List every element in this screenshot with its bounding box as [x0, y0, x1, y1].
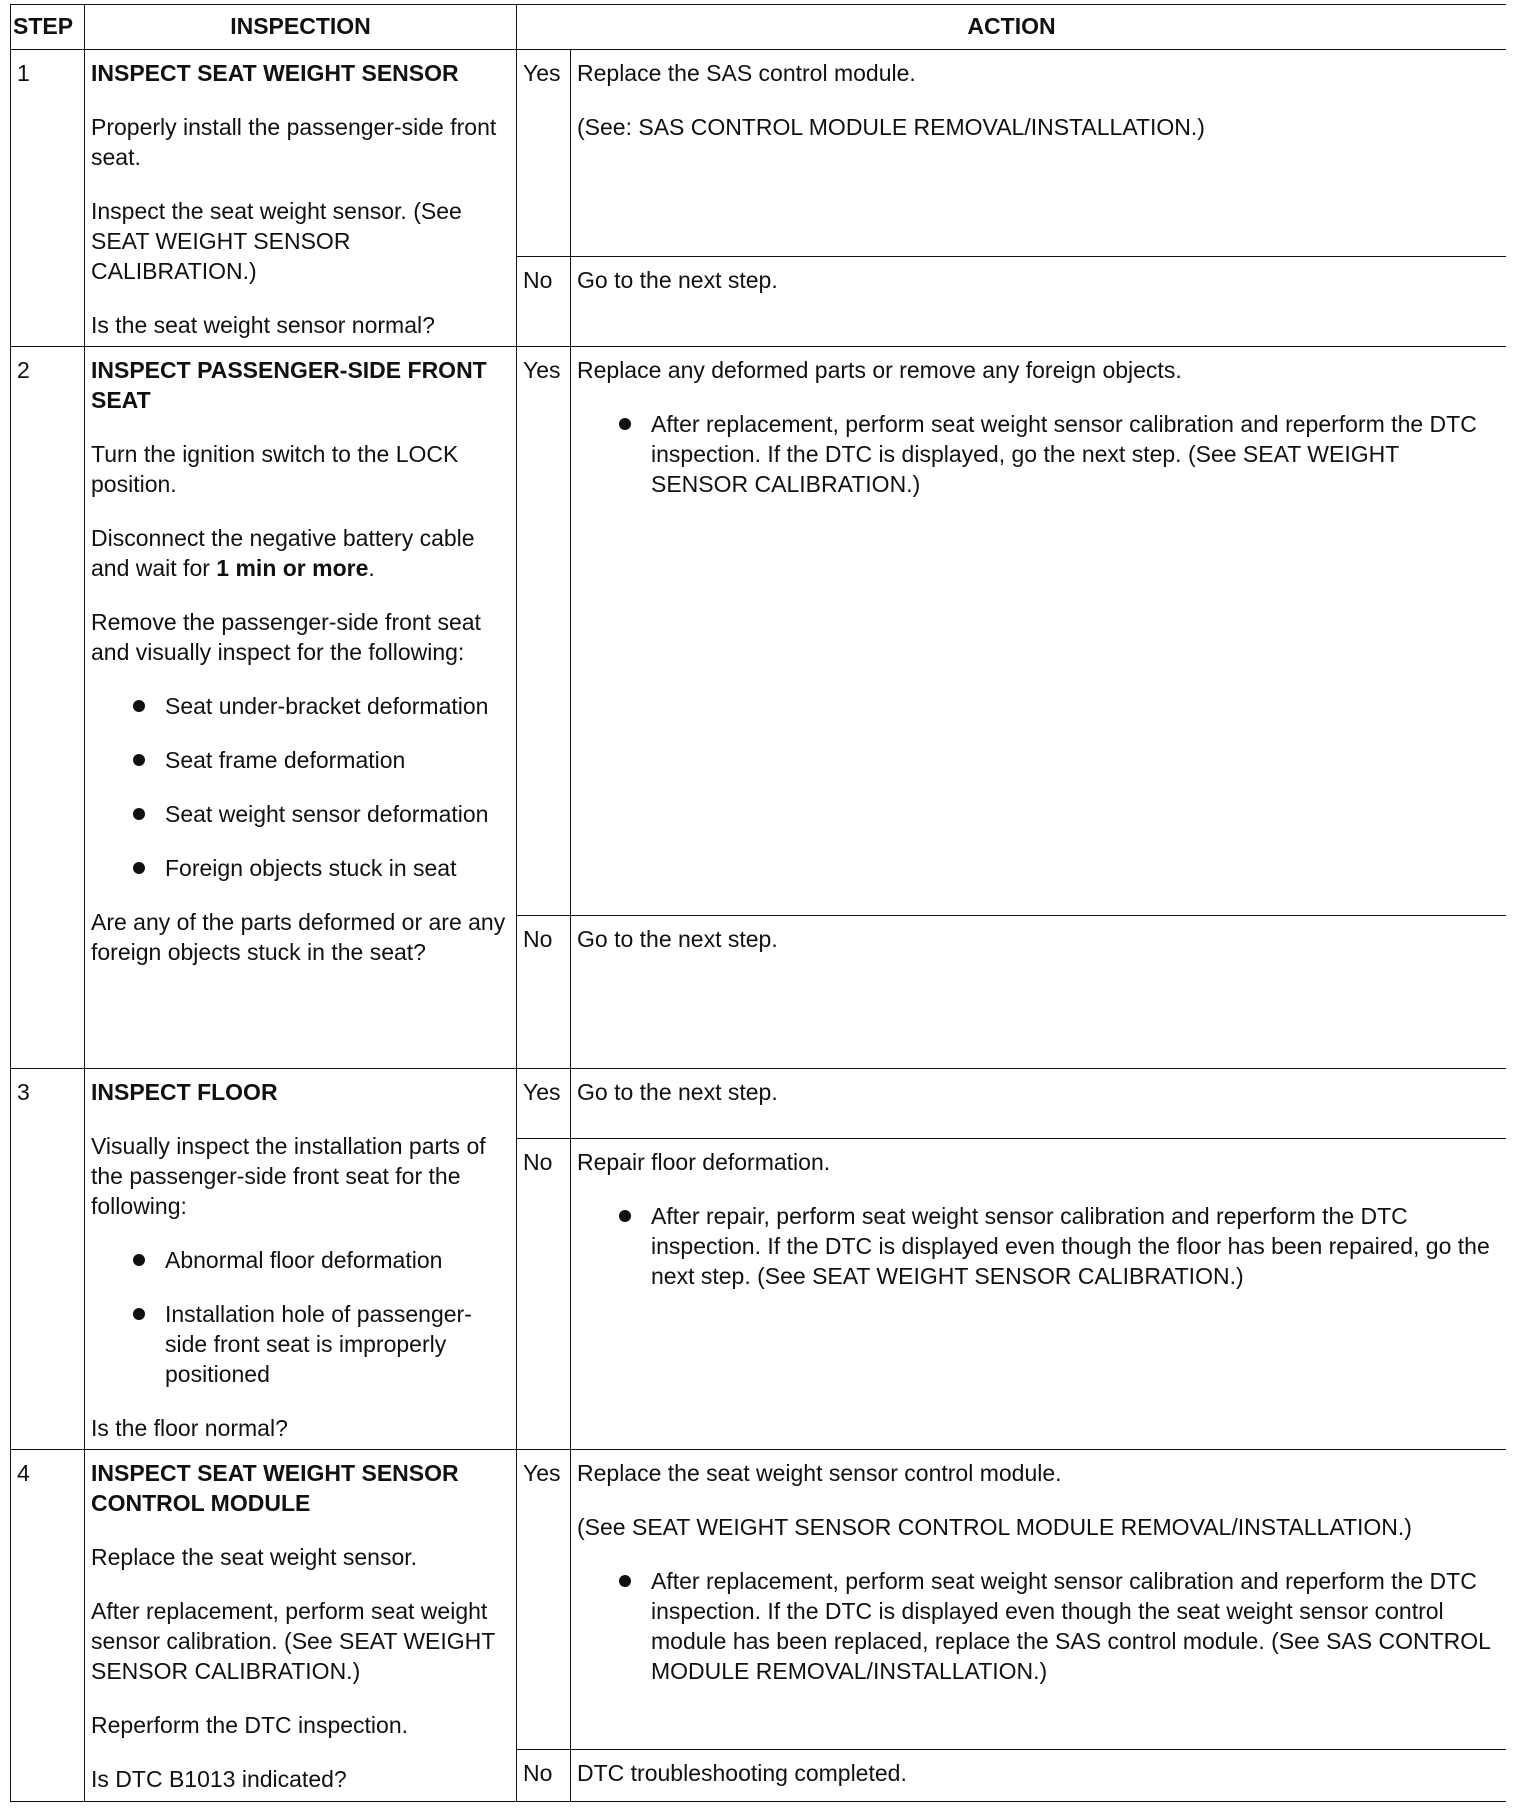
list-item: After replacement, perform seat weight sensor calibration and reperform the DTC inspection. If the DTC is displayed, go the next step. (See SEAT WEIGHT SENSOR CALIBRATION.) [651, 409, 1500, 499]
list-item: Installation hole of passenger-side front seat is improperly positioned [165, 1299, 510, 1389]
list-item: Foreign objects stuck in seat [165, 853, 510, 883]
step-2-battery-lead: Disconnect the negative battery cable and wait for [91, 525, 475, 582]
step-3-no-line-1: Repair floor deformation. [577, 1149, 831, 1176]
list-item: Seat under-bracket deformation [165, 691, 510, 721]
step-3-number: 3 [11, 1069, 85, 1449]
step-1-yes-line-2: (See: SAS CONTROL MODULE REMOVAL/INSTALLATION.) [577, 114, 1205, 141]
step-4-number: 4 [11, 1449, 85, 1801]
step-3-yes-row [11, 1069, 1507, 1139]
bullet-icon [619, 1210, 631, 1222]
step-2-inspection [85, 347, 517, 1069]
step-1-no-action [571, 257, 1507, 347]
bullet-icon [133, 808, 145, 820]
list-item: After repair, perform seat weight sensor calibration and reperform the DTC inspection. If the DTC is displayed even though the floor has been repaired, go the next step. (See SEAT WEIGHT SENSOR CALIBRATION.) [651, 1201, 1500, 1291]
step-1-yes-line-1: Replace the SAS control module. [577, 60, 916, 87]
step-3-bullet-list [91, 1245, 510, 1389]
step-4-no-label: No [517, 1749, 571, 1801]
step-2-no-action [571, 915, 1507, 1068]
step-4-yes-label: Yes [517, 1449, 571, 1749]
step-4-text-2: After replacement, perform seat weight sensor calibration. (See SEAT WEIGHT SENSOR CALIBRATION.) [91, 1597, 495, 1684]
bullet-icon [619, 1575, 631, 1587]
diagnostic-sheet [10, 4, 1506, 1802]
list-item: Seat weight sensor deformation [165, 799, 510, 829]
step-2-text-1: Turn the ignition switch to the LOCK position. [91, 441, 459, 498]
step-2-title: INSPECT PASSENGER-SIDE FRONT SEAT [91, 357, 487, 414]
step-1-no-label: No [517, 257, 571, 347]
step-4-yes-line-2: (See SEAT WEIGHT SENSOR CONTROL MODULE REMOVAL/INSTALLATION.) [577, 1513, 1412, 1540]
step-2-yes-action [571, 347, 1507, 916]
step-1-number: 1 [11, 50, 85, 347]
step-2-bullet-list [91, 691, 510, 883]
step-2-yes-row [11, 347, 1507, 916]
step-1-inspection [85, 50, 517, 347]
step-1-title: INSPECT SEAT WEIGHT SENSOR [91, 60, 459, 87]
step-3-yes-line-1: Go to the next step. [577, 1079, 778, 1106]
header-inspection: INSPECTION [85, 5, 517, 50]
step-1-text-2: Inspect the seat weight sensor. (See SEAT WEIGHT SENSOR CALIBRATION.) [91, 198, 462, 285]
step-1-no-line-1: Go to the next step. [577, 267, 778, 294]
step-4-yes-bullets [577, 1566, 1500, 1686]
list-item: After replacement, perform seat weight sensor calibration and reperform the DTC inspection. If the DTC is displayed even though the seat weight sensor control module has been replaced, replace the SAS control module. (See SAS CONTROL MODULE REMOVAL/INSTALLATION.) [651, 1566, 1500, 1686]
step-2-number: 2 [11, 347, 85, 1069]
step-3-no-action [571, 1139, 1507, 1449]
header-step: STEP [11, 5, 85, 50]
step-2-question: Are any of the parts deformed or are any foreign objects stuck in the seat? [91, 909, 506, 966]
step-1-question: Is the seat weight sensor normal? [91, 312, 435, 339]
step-4-question: Is DTC B1013 indicated? [91, 1765, 347, 1792]
bullet-icon [619, 418, 631, 430]
bullet-icon [133, 1308, 145, 1320]
step-2-no-line-1: Go to the next step. [577, 925, 778, 952]
bullet-icon [133, 700, 145, 712]
step-2-yes-label: Yes [517, 347, 571, 916]
step-4-no-action [571, 1749, 1507, 1801]
step-3-question: Is the floor normal? [91, 1415, 288, 1442]
header-row [11, 5, 1507, 50]
list-item: Seat frame deformation [165, 745, 510, 775]
step-2-yes-bullets [577, 409, 1500, 499]
step-1-yes-action [571, 50, 1507, 257]
step-1-yes-label: Yes [517, 50, 571, 257]
step-2-yes-line-1: Replace any deformed parts or remove any foreign objects. [577, 357, 1182, 384]
step-2-battery-bold: 1 min or more [216, 555, 369, 582]
step-1-text-1: Properly install the passenger-side front seat. [91, 114, 497, 171]
bullet-icon [133, 1254, 145, 1266]
header-action: ACTION [517, 5, 1507, 50]
step-3-text-1: Visually inspect the installation parts of the passenger-side front seat for the following: [91, 1133, 486, 1220]
step-2-battery-text [91, 523, 510, 583]
step-4-no-line-1: DTC troubleshooting completed. [577, 1759, 907, 1786]
step-3-inspection [85, 1069, 517, 1449]
bullet-icon [133, 862, 145, 874]
step-2-no-label: No [517, 915, 571, 1068]
step-2-battery-end: . [368, 555, 375, 582]
step-4-text-1: Replace the seat weight sensor. [91, 1543, 418, 1570]
list-item: Abnormal floor deformation [165, 1245, 510, 1275]
step-3-title: INSPECT FLOOR [91, 1079, 278, 1106]
step-4-yes-line-1: Replace the seat weight sensor control module. [577, 1459, 1062, 1486]
step-4-yes-action [571, 1449, 1507, 1749]
step-1-yes-row [11, 50, 1507, 257]
bullet-icon [133, 754, 145, 766]
step-4-inspection [85, 1449, 517, 1801]
step-3-yes-action [571, 1069, 1507, 1139]
step-3-no-bullets [577, 1201, 1500, 1291]
step-3-yes-label: Yes [517, 1069, 571, 1139]
step-3-no-label: No [517, 1139, 571, 1449]
step-4-yes-row [11, 1449, 1507, 1749]
step-4-title: INSPECT SEAT WEIGHT SENSOR CONTROL MODULE [91, 1459, 459, 1516]
step-4-text-3: Reperform the DTC inspection. [91, 1711, 409, 1738]
diagnostic-table [10, 4, 1506, 1802]
step-2-remove-text: Remove the passenger-side front seat and visually inspect for the following: [91, 609, 481, 666]
